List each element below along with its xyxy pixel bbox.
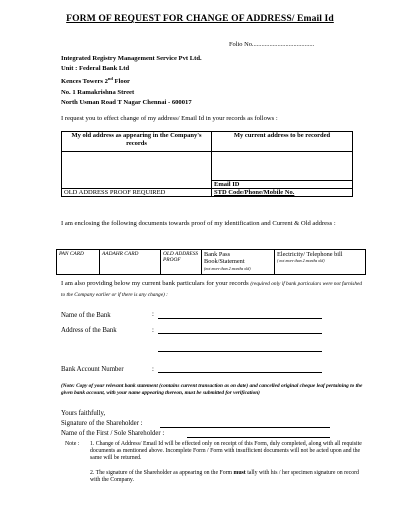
email-id-field[interactable]: Email ID [212, 181, 353, 189]
signature-label: Signature of the Shareholder : [61, 420, 143, 427]
registry-line-3: Kences Towers 2nd Floor [61, 76, 130, 86]
change-of-address-form: FORM OF REQUEST FOR CHANGE OF ADDRESS/ Email Id Folio No....................................... Integrated Registry Management Service Pvt Ltd. Unit : Federal Bank Ltd Kences Towers 2nd Floor No. 1 Ramakrishna Street North Usman Road T Nagar Chennai - 600017 I request you to effect change of my address/ Email Id in your records as follows : My old address as appearing in the Company's records My current address to be recorded Email ID OLD ADDRESS PROOF REQUIRED STD Code/Phone/Mobile No. I am enclosing the following documents towards proof of my identification and Current & Old address : PAN CARD AADAHR CARD OLD ADDRESS PROOF Bank Pass Book/Statement (not more than 2 months old) Electricity/ Telephone bill ( not more than 2 months old) I am also providing below my current bank particulars for your records (required only if bank particulars were not furnished to the Company earlier or if there is any change) : Name of the Bank : Address of the Bank : Bank Account Number : (Note: Copy of your relevant bank statement (contains current transaction as on date) and cancelled original cheque leaf pertaining to the given bank account, with your name appearing thereon, must be submitted for verification) Yours faithfully, Signature of the Shareholder : Name of the First / Sole Shareholder : Note : 1. Change of Address/ Email Id will be effected only on receipt of this Form, duly completed, along with all requisite documents as mentioned above. Incomplete Form / Form with insufficient documents will not be acted upon and the same will be returned. 2. The signature of the Shareholder as appearing on the Form must tally with his / her specimen signature on record with the Company. [0, 0, 400, 518]
request-text: I request you to effect change of my address/ Email Id in your records as follows : [61, 115, 278, 122]
registry-line-5: North Usman Road T Nagar Chennai - 600017 [61, 99, 192, 106]
account-number-label: Bank Account Number [61, 366, 124, 373]
signature-input[interactable] [160, 427, 330, 428]
folio-number-field[interactable]: Folio No....................................... [229, 41, 315, 48]
bank-name-input[interactable] [158, 318, 322, 319]
old-address-proof-label: OLD ADDRESS PROOF REQUIRED [62, 189, 212, 197]
doc-old-address-proof[interactable]: OLD ADDRESS PROOF [161, 250, 202, 275]
current-address-input[interactable] [212, 152, 353, 181]
registry-line-4: No. 1 Ramakrishna Street [61, 88, 135, 96]
bank-address-input-2[interactable] [158, 351, 322, 352]
sole-shareholder-input[interactable] [187, 437, 330, 438]
doc-pan-card[interactable]: PAN CARD [57, 250, 100, 275]
registry-line-1: Integrated Registry Management Service Pvt Ltd. [61, 55, 202, 62]
std-code-phone-field[interactable]: STD Code/Phone/Mobile No. [212, 189, 353, 197]
doc-bank-passbook[interactable]: Bank Pass Book/Statement (not more than 2 months old) [202, 250, 275, 275]
old-address-header: My old address as appearing in the Company's records [62, 132, 212, 152]
bank-statement-note: (Note: Copy of your relevant bank statement (contains current transaction as on date) and cancelled original cheque leaf pertaining to the given bank account, with your name appearing thereon, must be submitted for verification) [61, 383, 363, 396]
doc-utility-bill[interactable]: Electricity/ Telephone bill ( not more than 2 months old) [275, 250, 366, 275]
doc-aadhar-card[interactable]: AADAHR CARD [100, 250, 161, 275]
account-number-input[interactable] [158, 372, 322, 373]
bank-address-input-1[interactable] [158, 333, 322, 334]
enclosing-text: I am enclosing the following documents towards proof of my identification and Current & Old address : [61, 220, 336, 227]
old-address-input[interactable] [62, 152, 212, 189]
sole-shareholder-label: Name of the First / Sole Shareholder : [61, 430, 165, 437]
closing-text: Yours faithfully, [61, 410, 106, 417]
form-title: FORM OF REQUEST FOR CHANGE OF ADDRESS/ Email Id [66, 13, 334, 24]
bank-name-label: Name of the Bank [61, 312, 111, 319]
documents-table [56, 249, 366, 275]
registry-address [61, 54, 311, 108]
registry-line-2: Unit : Federal Bank Ltd [61, 65, 130, 73]
address-table [61, 131, 353, 197]
bank-address-label: Address of the Bank [61, 327, 117, 334]
bank-particulars-text: I am also providing below my current bank particulars for your records (required only if bank particulars were not furnished to the Company earlier or if there is any change) : [61, 280, 363, 298]
note-label: Note : [65, 441, 80, 447]
note-2: 2. The signature of the Shareholder as appearing on the Form must tally with his / her specimen signature on record with the Company. [90, 470, 359, 484]
note-1: 1. Change of Address/ Email Id will be effected only on receipt of this Form, duly completed, along with all requisite documents as mentioned above. Incomplete Form / Form with insufficient documents will not be acted upon and the same will be returned. [90, 441, 362, 462]
current-address-header: My current address to be recorded [212, 132, 353, 152]
